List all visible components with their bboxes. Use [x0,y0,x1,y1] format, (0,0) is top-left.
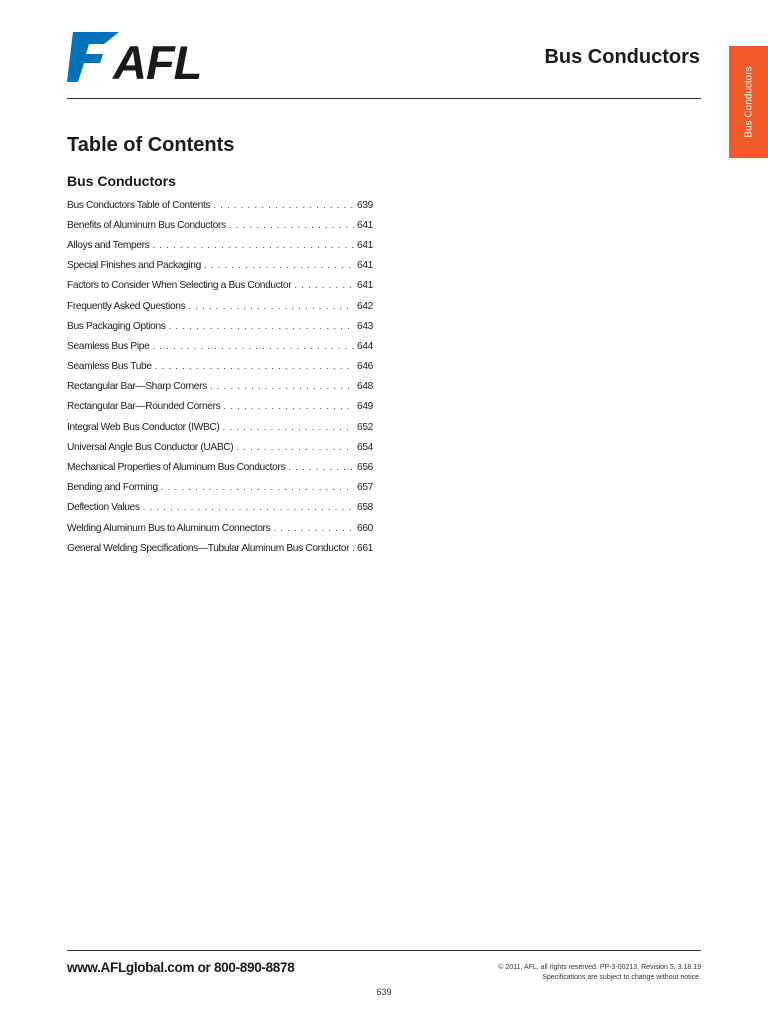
toc-leader-dots [222,422,354,433]
toc-entry-page: 641 [357,219,373,231]
toc-entry-page: 639 [357,199,373,211]
toc-leader-dots [188,301,354,312]
toc-leader-dots [213,200,354,211]
toc-entry-label: Rectangular Bar—Rounded Corners [67,401,221,413]
toc-entry-page: 648 [357,381,373,393]
toc-entry-label: Bus Packaging Options [67,320,166,332]
toc-entry[interactable] [67,276,373,296]
toc-entry[interactable] [67,296,373,316]
toc-entry[interactable] [67,417,373,437]
footer-legal [498,963,701,983]
footer-legal-notice: Specifications are subject to change without notice. [542,974,701,981]
toc-entry[interactable] [67,457,373,477]
toc-entry-label: Deflection Values [67,502,140,514]
footer-legal-copyright: © 2011, AFL, all rights reserved. PP-3-00213, Revision 5, 3.18.19 [498,964,701,971]
toc-section-heading: Bus Conductors [67,173,176,189]
toc-entry[interactable] [67,235,373,255]
section-side-tab [729,46,768,158]
toc-entry-page: 652 [357,421,373,433]
toc-leader-dots [273,523,354,534]
toc-leader-dots [294,280,354,291]
toc-entry-page: 661 [357,542,373,554]
toc-entry-label: Mechanical Properties of Aluminum Bus Conductors [67,462,286,474]
toc-entry[interactable] [67,478,373,498]
toc-leader-dots [152,240,354,251]
section-side-tab-label: Bus Conductors [743,66,754,138]
toc-entry-page: 660 [357,522,373,534]
toc-entry[interactable] [67,316,373,336]
toc-entry-label: Integral Web Bus Conductor (IWBC) [67,421,220,433]
page-number: 639 [376,987,392,997]
toc-leader-dots [229,220,354,231]
toc-entry-label: Frequently Asked Questions [67,300,186,312]
toc-entry-page: 646 [357,361,373,373]
toc-entry-page: 641 [357,280,373,292]
toc-entry-page: 643 [357,320,373,332]
toc-entry-page: 654 [357,441,373,453]
toc-entry-page: 656 [357,462,373,474]
toc-entry[interactable] [67,256,373,276]
toc-entry[interactable] [67,518,373,538]
toc-heading: Table of Contents [67,134,235,156]
afl-logo-mark [67,30,232,84]
toc-leader-dots [210,381,354,392]
svg-text:AFL: AFL [113,36,202,84]
toc-entry-label: Alloys and Tempers [67,239,150,251]
toc-entry-page: 649 [357,401,373,413]
toc-entry[interactable] [67,357,373,377]
toc-entry-label: Seamless Bus Tube [67,361,152,373]
toc-entry-page: 658 [357,502,373,514]
toc-entry-label: Special Finishes and Packaging [67,260,201,272]
toc-entry[interactable] [67,215,373,235]
toc-list [67,195,373,558]
toc-leader-dots [143,502,354,513]
toc-entry-label: General Welding Specifications—Tubular Aluminum Bus Conductor [67,542,350,554]
toc-leader-dots [223,401,354,412]
toc-entry-label: Factors to Consider When Selecting a Bus Conductor [67,280,292,292]
toc-entry-page: 641 [357,260,373,272]
toc-leader-dots [288,462,354,473]
toc-entry-label: Universal Angle Bus Conductor (UABC) [67,441,234,453]
footer-divider [67,950,701,951]
toc-entry-page: 657 [357,482,373,494]
toc-entry[interactable] [67,195,373,215]
header-divider [67,98,701,99]
toc-leader-dots [236,442,354,453]
toc-entry-label: Bending and Forming [67,482,158,494]
toc-entry-label: Rectangular Bar—Sharp Corners [67,381,207,393]
toc-leader-dots [204,260,354,271]
toc-entry-page: 641 [357,239,373,251]
toc-leader-dots [152,341,354,352]
toc-leader-dots [155,361,354,372]
toc-entry-label: Benefits of Aluminum Bus Conductors [67,219,226,231]
page-title: Bus Conductors [544,46,700,68]
toc-entry-label: Bus Conductors Table of Contents [67,199,211,211]
toc-entry[interactable] [67,377,373,397]
toc-leader-dots [169,321,354,332]
toc-entry-page: 644 [357,340,373,352]
toc-entry[interactable] [67,498,373,518]
toc-entry[interactable] [67,538,373,558]
toc-entry[interactable] [67,397,373,417]
toc-leader-dots [352,543,354,554]
toc-leader-dots [161,482,354,493]
toc-entry[interactable] [67,336,373,356]
toc-entry-label: Seamless Bus Pipe [67,340,150,352]
toc-entry-page: 642 [357,300,373,312]
afl-logo [67,30,232,84]
toc-entry[interactable] [67,437,373,457]
toc-entry-label: Welding Aluminum Bus to Aluminum Connectors [67,522,271,534]
footer-contact[interactable]: www.AFLglobal.com or 800-890-8878 [67,960,295,975]
